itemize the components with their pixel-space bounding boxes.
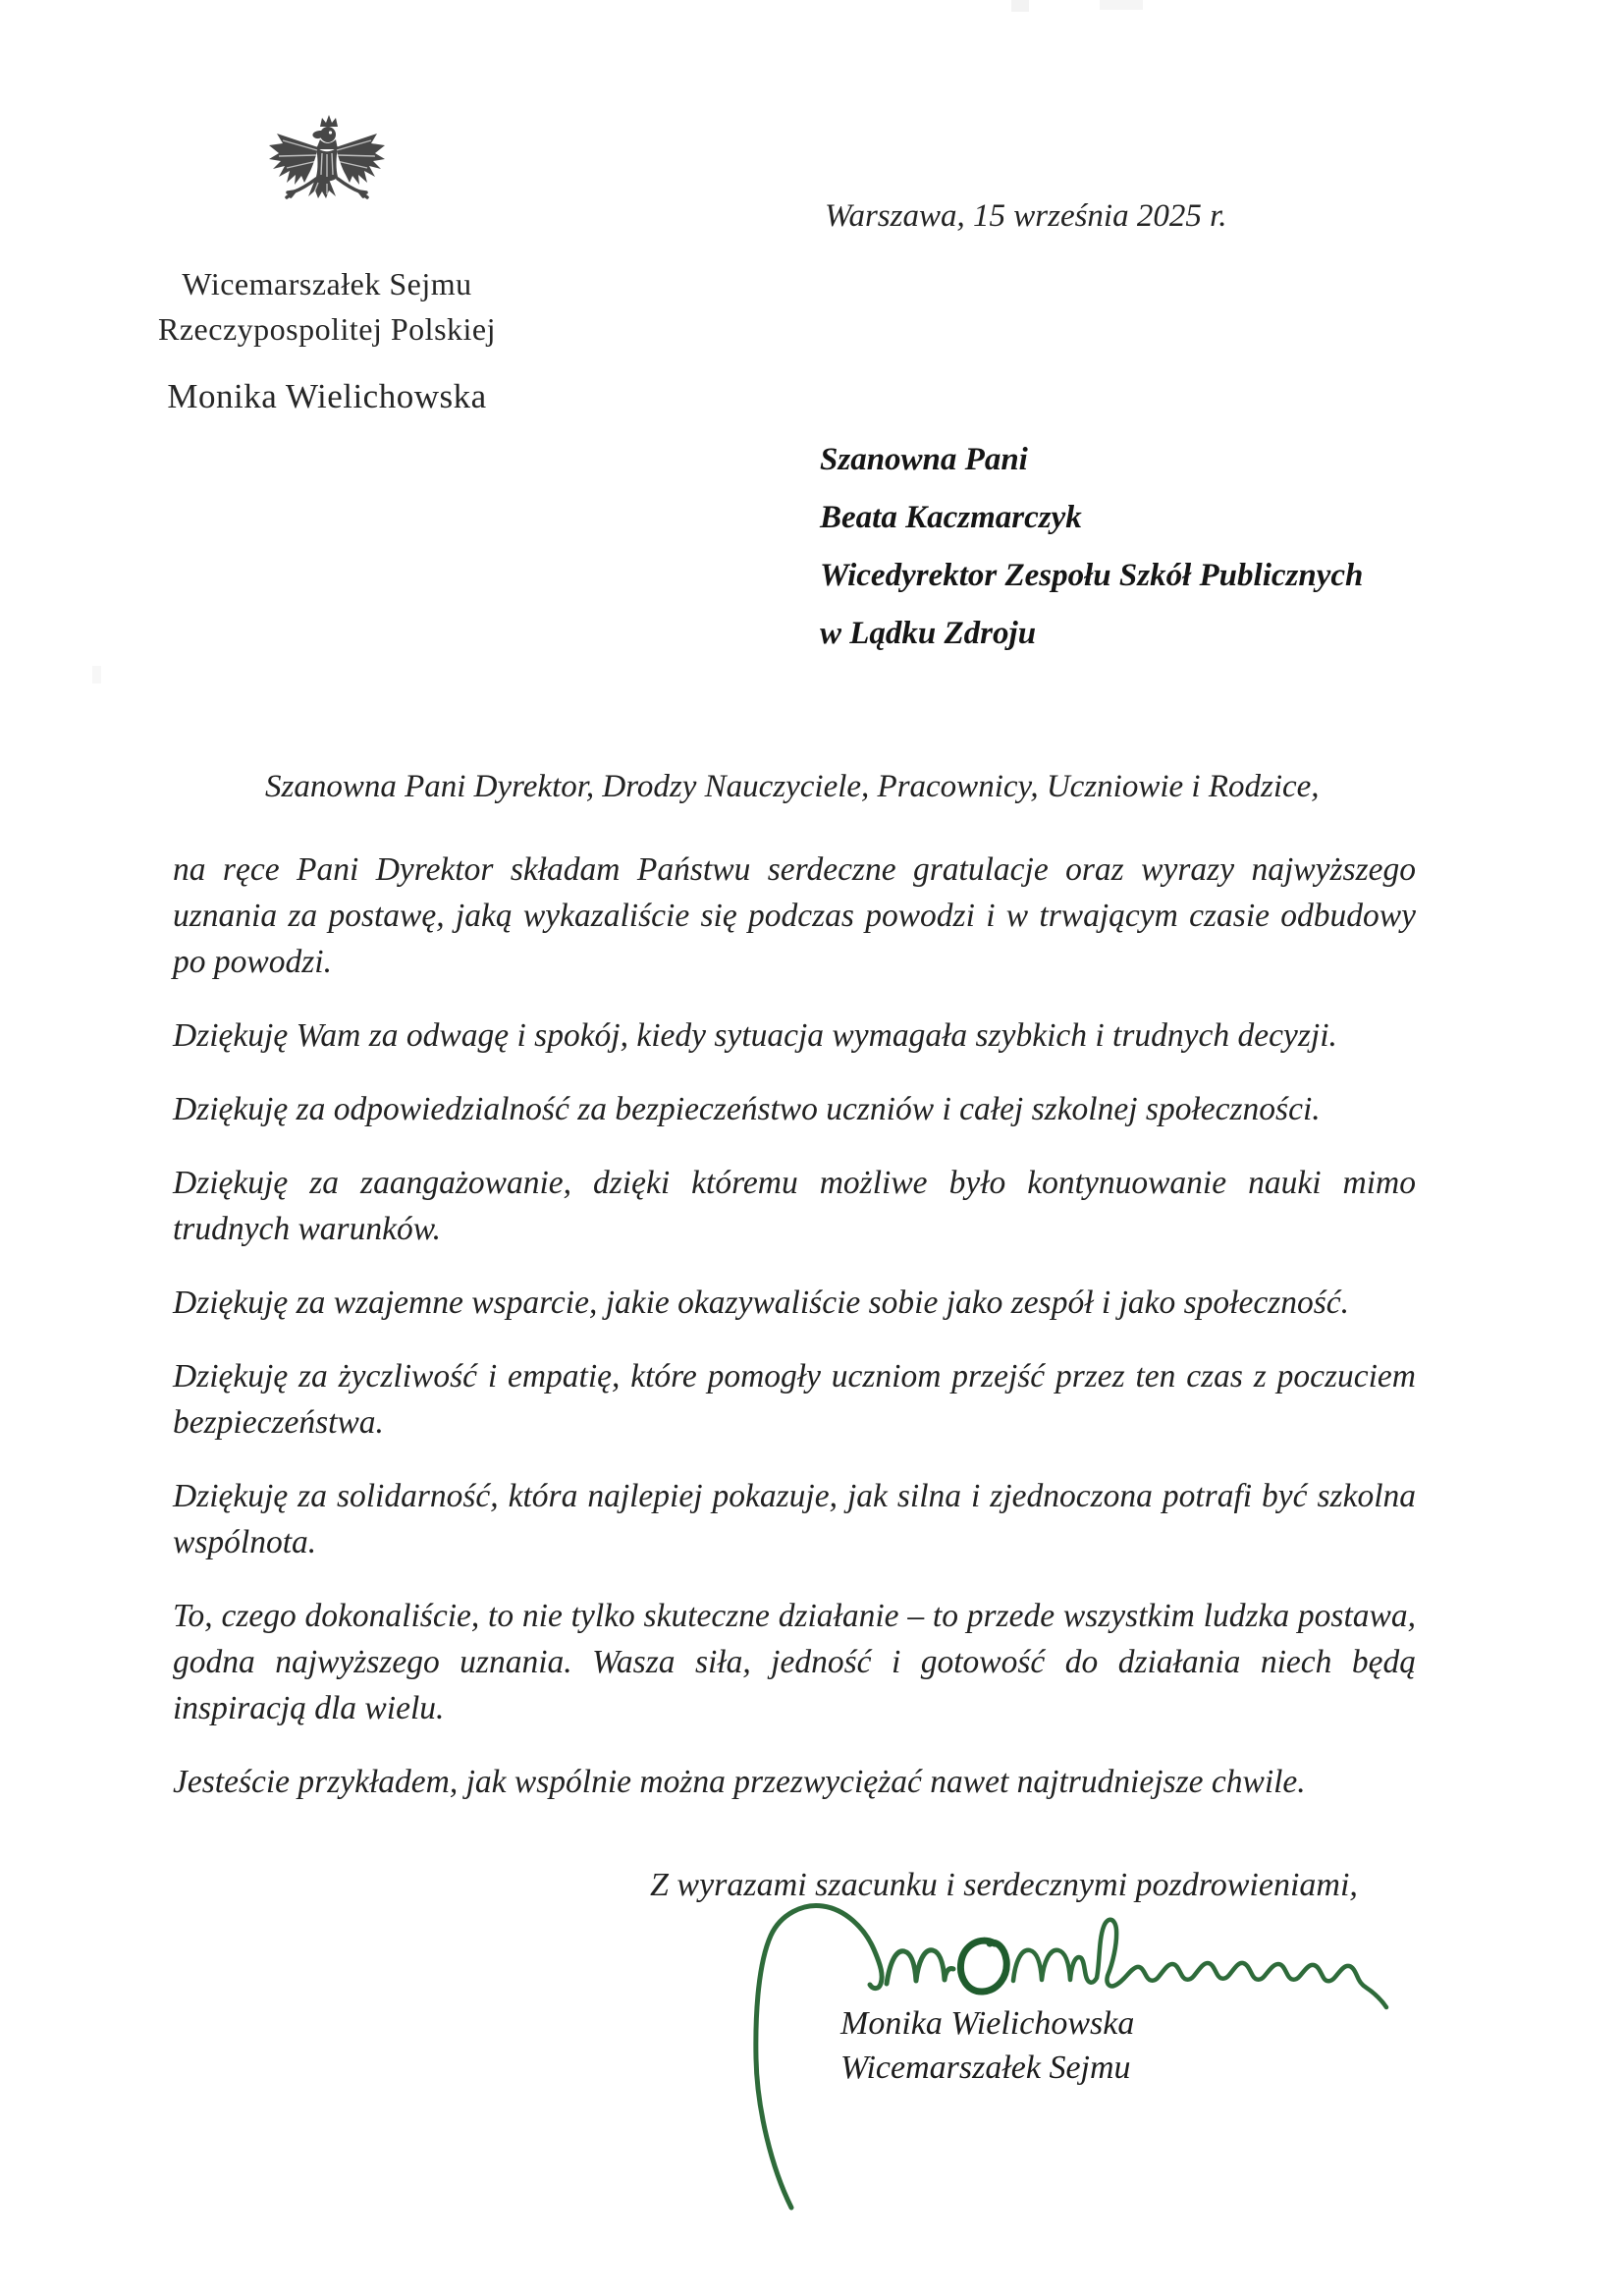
paragraph: Dziękuję za solidarność, która najlepiej pokazuje, jak silna i zjednoczona potrafi być szkolna wspólnota. <box>173 1478 1416 1560</box>
signatory-block <box>840 2001 1134 2090</box>
paragraph: Dziękuję Wam za odwagę i spokój, kiedy sytuacja wymagała szybkich i trudnych decyzji. <box>173 1017 1337 1054</box>
scan-artifact <box>92 666 101 683</box>
letterhead <box>116 114 538 416</box>
paragraph: Dziękuję za zaangażowanie, dzięki któremu możliwe było kontynuowanie nauki mimo trudnych warunków. <box>173 1165 1416 1247</box>
institution-line-1: Wicemarszałek Sejmu <box>182 266 472 301</box>
signatory-name: Monika Wielichowska <box>840 2005 1135 2042</box>
addressee-block <box>820 442 1363 674</box>
paragraph: na ręce Pani Dyrektor składam Państwu serdeczne gratulacje oraz wyrazy najwyższego uznania za postawę, jaką wykazaliście się podczas powodzi i w trwającym czasie odbudowy po powodzi. <box>173 851 1416 980</box>
institution-name <box>116 261 538 352</box>
dateline: Warszawa, 15 września 2025 r. <box>825 198 1227 234</box>
addressee-line: w Lądku Zdroju <box>820 616 1037 651</box>
eagle-eye <box>329 131 332 134</box>
closing-phrase: Z wyrazami szacunku i serdecznymi pozdrowieniami, <box>650 1867 1358 1903</box>
addressee-line: Wicedyrektor Zespołu Szkół Publicznych <box>820 558 1364 593</box>
paragraph: Dziękuję za wzajemne wsparcie, jakie okazywaliście sobie jako zespół i jako społeczność. <box>173 1285 1350 1321</box>
paragraph: Dziękuję za życzliwość i empatię, które pomogły uczniom przejść przez ten czas z poczuciem bezpieczeństwa. <box>173 1358 1416 1441</box>
polish-eagle-emblem <box>263 114 391 238</box>
institution-line-2: Rzeczypospolitej Polskiej <box>158 311 496 347</box>
paragraph: Jesteście przykładem, jak wspólnie można przezwyciężać nawet najtrudniejsze chwile. <box>173 1764 1306 1800</box>
addressee-line: Szanowna Pani <box>820 442 1028 477</box>
signatory-title: Wicemarszałek Sejmu <box>840 2050 1131 2086</box>
salutation: Szanowna Pani Dyrektor, Drodzy Nauczyciele, Pracownicy, Uczniowie i Rodzice, <box>265 769 1320 804</box>
scan-artifact <box>1011 0 1029 12</box>
addressee-line: Beata Kaczmarczyk <box>820 500 1082 535</box>
paragraph: To, czego dokonaliście, to nie tylko skuteczne działanie – to przede wszystkim ludzka postawa, godna najwyższego uznania. Wasza siła, jedność i gotowość do działania niech będą inspiracją dla wielu. <box>173 1598 1416 1726</box>
official-name: Monika Wielichowska <box>167 377 487 415</box>
paragraph: Dziękuję za odpowiedzialność za bezpieczeństwo uczniów i całej szkolnej społeczności. <box>173 1091 1321 1127</box>
scan-artifact <box>1100 0 1143 10</box>
letter-body <box>173 847 1416 1832</box>
